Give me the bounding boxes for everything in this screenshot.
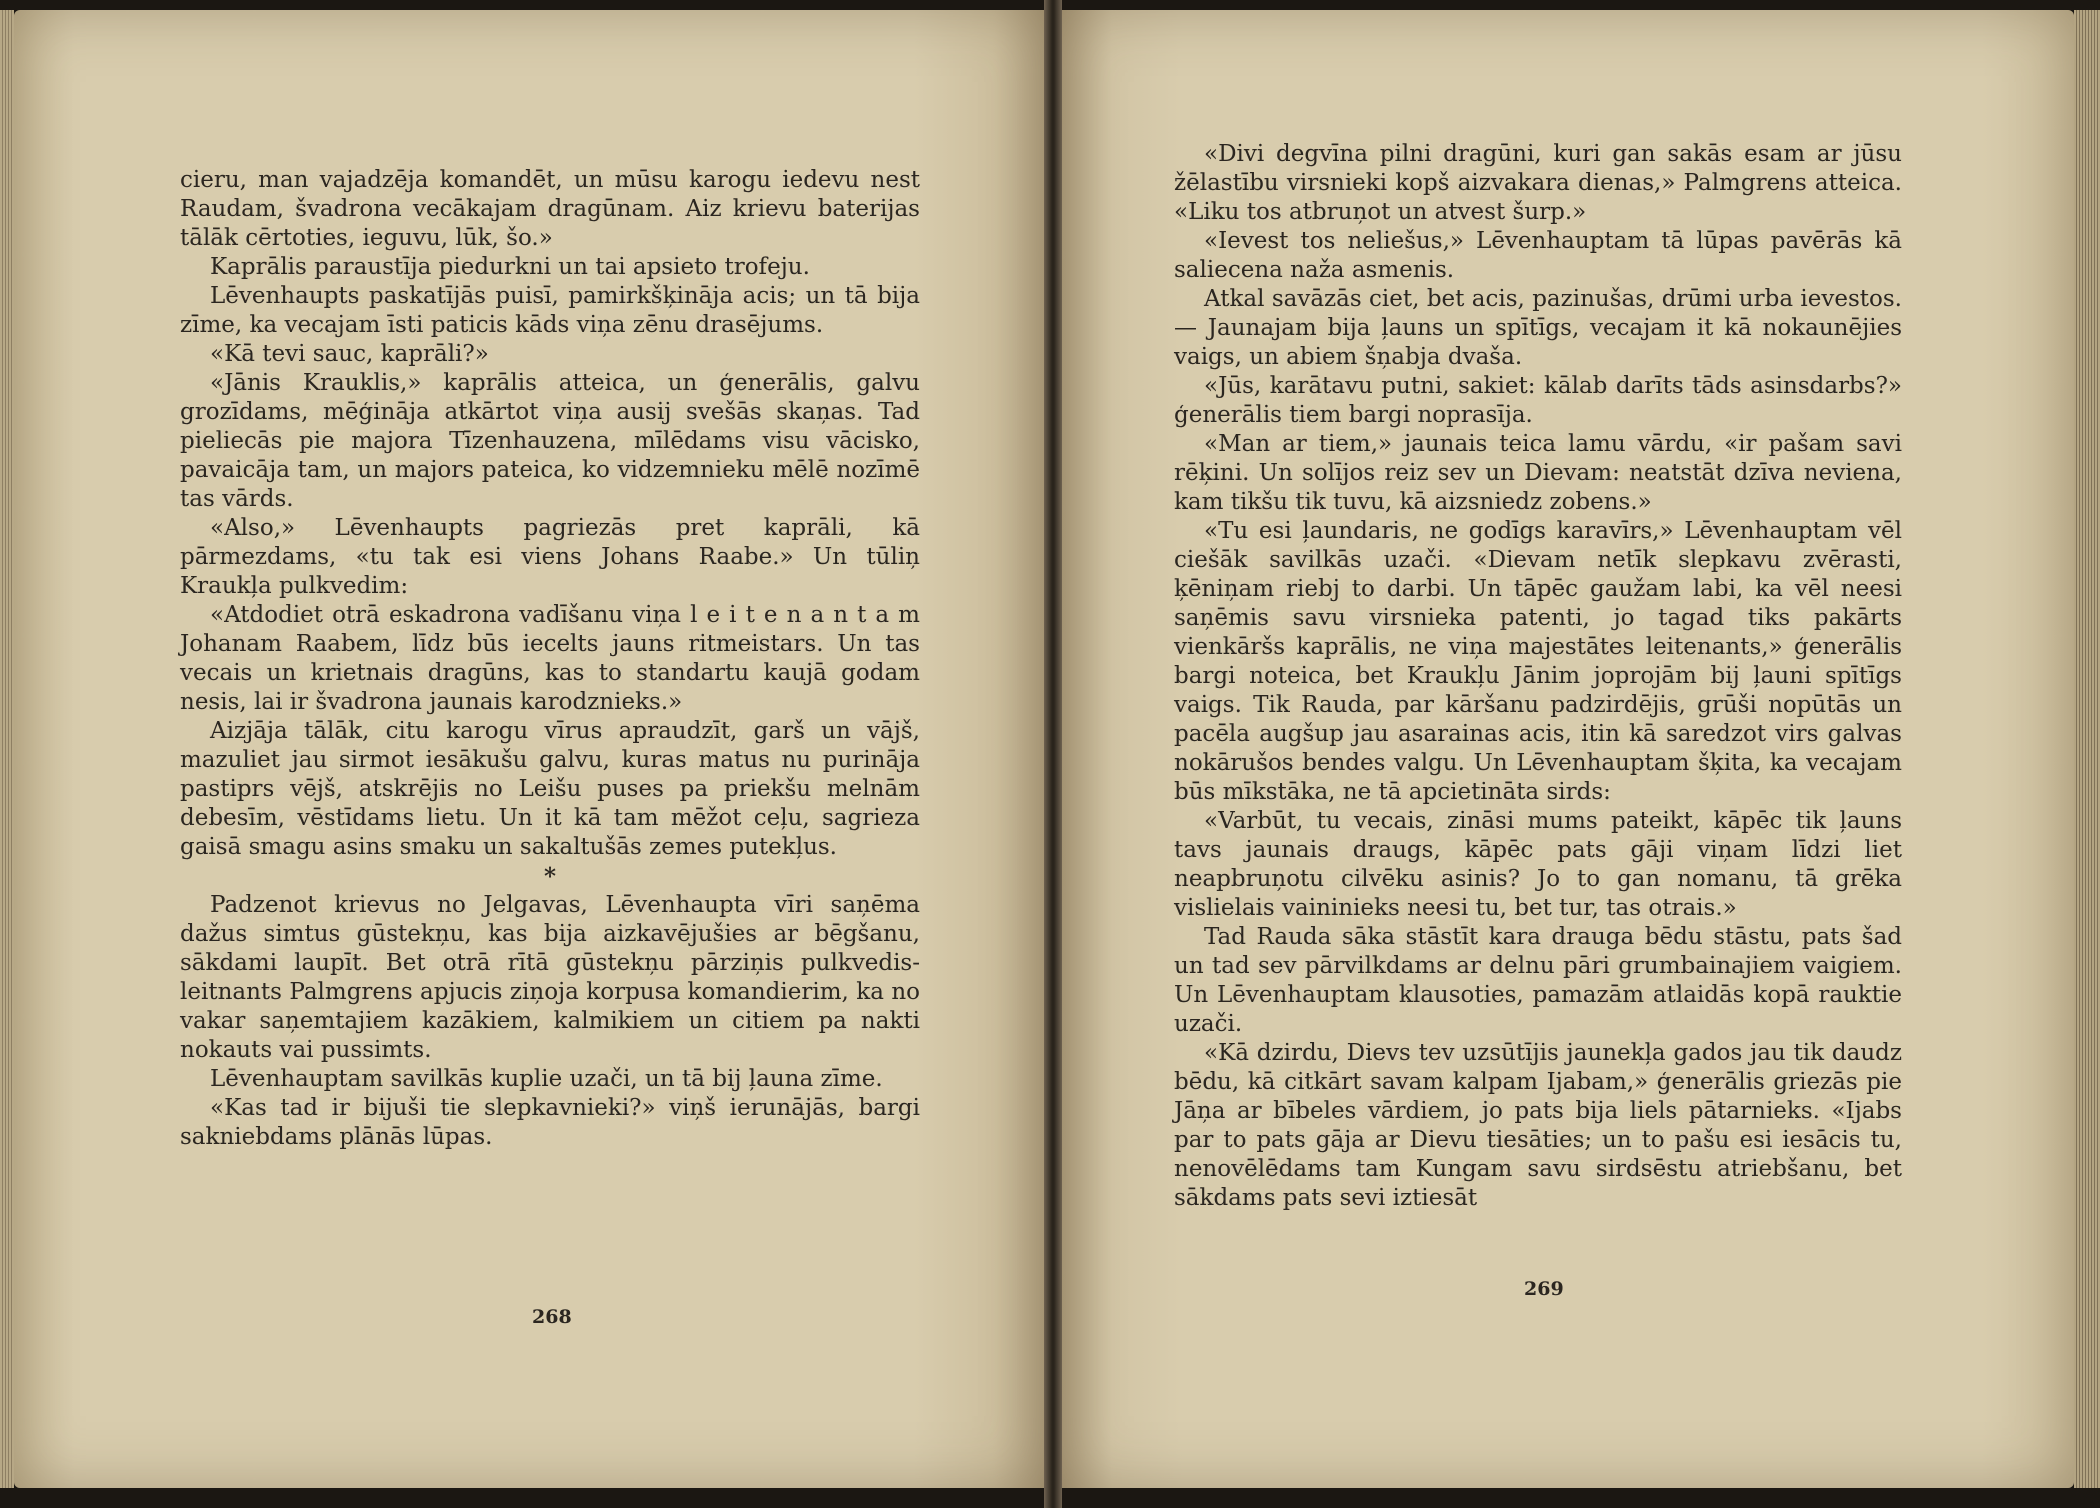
left-page — [14, 10, 1044, 1488]
paragraph: Padzenot krievus no Jelgavas, Lēvenhaupta vīri saņēma dažus simtus gūstekņu, kas bija aizkavējušies ar bēgšanu, sākdami laupīt. Bet otrā rītā gūstekņu pārziņis pulkvedis-leitnants Palmgrens apjucis ziņoja korpusa komandierim, ka no vakar saņemtajiem kazākiem, kalmikiem un citiem pa nakti nokauts vai pussimts. — [180, 892, 920, 1063]
section-separator: * — [543, 863, 557, 890]
paragraph: «Kā tevi sauc, kaprāli?» — [210, 341, 489, 367]
paragraph: Kaprālis paraustīja piedurkni un tai apsieto trofeju. — [210, 254, 810, 280]
right-page-number: 269 — [1524, 1278, 1564, 1300]
paragraph: Lēvenhauptam savilkās kuplie uzači, un tā bij ļauna zīme. — [210, 1066, 883, 1092]
paragraph: «Divi degvīna pilni dragūni, kuri gan sakās esam ar jūsu žēlastību virsnieki kopš aizvakara dienas,» Palmgrens atteica. «Liku tos atbruņot un atvest šurp.» — [1174, 141, 1902, 225]
paragraph: Tad Rauda sāka stāstīt kara drauga bēdu stāstu, pats šad un tad sev pārvilkdams ar delnu pāri grumbainajiem vaigiem. Un Lēvenhauptam klausoties, pamazām atlaidās kopā rauktie uzači. — [1174, 924, 1902, 1037]
paragraph: «Jūs, karātavu putni, sakiet: kālab darīts tāds asinsdarbs?» ģenerālis tiem bargi noprasīja. — [1174, 373, 1902, 428]
paragraph: «Also,» Lēvenhaupts pagriezās pret kaprāli, kā pārmezdams, «tu tak esi viens Johans Raabe.» Un tūliņ Kraukļa pulkvedim: — [180, 515, 920, 599]
paragraph: cieru, man vajadzēja komandēt, un mūsu karogu iedevu nest Raudam, švadrona vecākajam dragūnam. Aiz krievu baterijas tālāk cērtoties, ieguvu, lūk, šo.» — [180, 167, 920, 251]
left-page-edges — [0, 10, 14, 1488]
paragraph: Atkal savāzās ciet, bet acis, pazinušas, drūmi urba ievestos. — Jaunajam bija ļauns un spītīgs, vecajam it kā nokaunējies vaigs, un abiem šņabja dvaša. — [1174, 286, 1902, 370]
book-gutter — [1044, 0, 1062, 1508]
paragraph: «Kas tad ir bijuši tie slepkavnieki?» viņš ierunājās, bargi sakniebdams plānās lūpas. — [180, 1095, 920, 1150]
right-page-edges — [2074, 10, 2100, 1488]
paragraph: «Ievest tos neliešus,» Lēvenhauptam tā lūpas pavērās kā saliecena naža asmenis. — [1174, 228, 1902, 283]
paragraph: «Tu esi ļaundaris, ne godīgs karavīrs,» Lēvenhauptam vēl ciešāk savilkās uzači. «Dievam netīk slepkavu zvērasti, ķēniņam riebj to darbi. Un tāpēc gaužam labi, ka vēl neesi saņēmis savu virsnieka patenti, jo tagad tiks pakārts vienkāršs kaprālis, ne viņa majestātes leitenants,» ģenerālis bargi noteica, bet Kraukļu Jānim joprojām bij ļauni spītīgs vaigs. Tik Rauda, par kāršanu padzirdējis, grūši nopūtās un pacēla augšup jau asarainas acis, itin kā saredzot virs galvas nokārušos bendes valgu. Un Lēvenhauptam šķita, ka vecajam būs mīkstāka, ne tā apcietināta sirds: — [1174, 518, 1902, 805]
paragraph: «Man ar tiem,» jaunais teica lamu vārdu, «ir pašam savi rēķini. Un solījos reiz sev un Dievam: neatstāt dzīva neviena, kam tikšu tik tuvu, kā aizsniedz zobens.» — [1174, 431, 1902, 515]
left-page-number: 268 — [532, 1306, 572, 1328]
left-page-text — [180, 166, 920, 1152]
paragraph: Aizjāja tālāk, citu karogu vīrus apraudzīt, garš un vājš, mazuliet jau sirmot iesākušu galvu, kuras matus nu purināja pastiprs vējš, atskrējis no Leišu puses pa priekšu melnām debesīm, vēstīdams lietu. Un it kā tam mēžot ceļu, sagrieza gaisā smagu asins smaku un sakaltušās zemes putekļus. — [180, 718, 920, 860]
paragraph: «Kā dzirdu, Dievs tev uzsūtījis jaunekļa gados jau tik daudz bēdu, kā citkārt savam kalpam Ijabam,» ģenerālis griezās pie Jāņa ar bībeles vārdiem, jo pats bija liels pātarnieks. «Ijabs par to pats gāja ar Dievu tiesāties; un to pašu esi iesācis tu, nenovēlēdams tam Kungam savu sirdsēstu atriebšanu, bet sākdams pats sevi iztiesāt — [1174, 1040, 1902, 1211]
paragraph: «Varbūt, tu vecais, zināsi mums pateikt, kāpēc tik ļauns tavs jaunais draugs, kāpēc pats gāji viņam līdzi liet neapbruņotu cilvēku asinis? Jo to gan nomanu, tā grēka vislielais vaininieks neesi tu, bet tur, tas otrais.» — [1174, 808, 1902, 921]
right-page — [1062, 10, 2074, 1488]
paragraph: Lēvenhaupts paskatījās puisī, pamirkšķināja acis; un tā bija zīme, ka vecajam īsti paticis kāds viņa zēnu drasējums. — [180, 283, 920, 338]
paragraph: «Jānis Krauklis,» kaprālis atteica, un ģenerālis, galvu grozīdams, mēģināja atkārtot viņa ausij svešās skaņas. Tad pieliecās pie majora Tīzenhauzena, mīlēdams visu vācisko, pavaicāja tam, un majors pateica, ko vidzemnieku mēlē nozīmē tas vārds. — [180, 370, 920, 512]
paragraph: «Atdodiet otrā eskadrona vadīšanu viņa l e i t e n a n t a m Johanam Raabem, līdz būs iecelts jauns ritmeistars. Un tas vecais un krietnais dragūns, kas to standartu kaujā godam nesis, lai ir švadrona jaunais karodznieks.» — [180, 602, 920, 715]
right-page-text — [1174, 140, 1902, 1213]
